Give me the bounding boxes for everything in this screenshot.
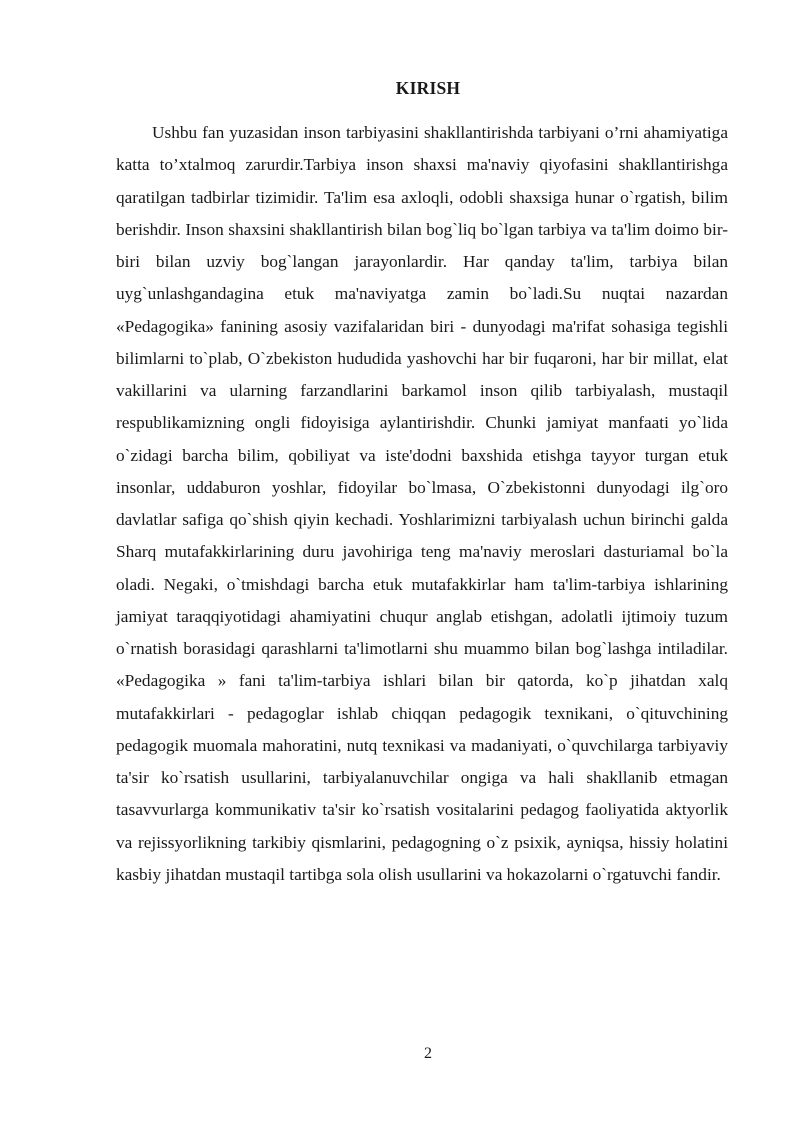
page-number: 2 [424, 1045, 432, 1062]
body-paragraph: Ushbu fan yuzasidan inson tarbiyasini shakllantirishda tarbiyani o’rni ahamiyatiga katta to’xtalmoq zarurdir.Tarbiya inson shaxsi ma'naviy qiyofasini shakllantirishga qaratilgan tadbirlar tizimidir. Ta'lim esa axloqli, odobli shaxsiga hunar o`rgatish, bilim berishdir. Inson shaxsini shakllantirish bilan bog`liq bo`lgan tarbiya va ta'lim doimo bir-biri bilan uzviy bog`langan jarayonlardir. Har qanday ta'lim, tarbiya bilan uyg`unlashgandagina etuk ma'naviyatga zamin bo`ladi.Su nuqtai nazardan «Pedagogika» fanining asosiy vazifalaridan biri - dunyodagi ma'rifat sohasiga tegishli bilimlarni to`plab, O`zbekiston hududida yashovchi har bir fuqaroni, har bir millat, elat vakillarini va ularning farzandlarini barkamol inson qilib tarbiyalash, mustaqil respublikamizning ongli fidoyisiga aylantirishdir. Chunki jamiyat manfaati yo`lida o`zidagi barcha bilim, qobiliyat va iste'dodni baxshida etishga tayyor turgan etuk insonlar, uddaburon yoshlar, fidoyilar bo`lmasa, O`zbekistonni dunyodagi ilg`oro davlatlar safiga qo`shish qiyin kechadi. Yoshlarimizni tarbiyalash uchun birinchi galda Sharq mutafakkirlarining duru javohiriga teng ma'naviy meroslari dasturiamal bo`la oladi. Negaki, o`tmishdagi barcha etuk mutafakkirlar ham ta'lim-tarbiya ishlarining jamiyat taraqqiyotidagi ahamiyatini chuqur anglab etishgan, adolatli ijtimoiy tuzum o`rnatish borasidagi qarashlarni ta'limotlarni shu muammo bilan bog`lashga intiladilar. «Pedagogika » fani ta'lim-tarbiya ishlari bilan bir qatorda, ko`p jihatdan xalq mutafakkirlari - pedagoglar ishlab chiqqan pedagogik texnikani, o`qituvchining pedagogik muomala mahoratini, nutq texnikasi va madaniyati, o`quvchilarga tarbiyaviy ta'sir ko`rsatish usullarini, tarbiyalanuvchilar ongiga va hali shakllanib etmagan tasavvurlarga kommunikativ ta'sir ko`rsatish vositalarini pedagog faoliyatida aktyorlik va rejissyorlikning tarkibiy qismlarini, pedagogning o`z psixik, ayniqsa, hissiy holatini kasbiy jihatdan mustaqil tartibga sola olish usullarini va hokazolarni o`rgatuvchi fandir. [116, 123, 728, 884]
page-title: KIRISH [395, 78, 461, 98]
